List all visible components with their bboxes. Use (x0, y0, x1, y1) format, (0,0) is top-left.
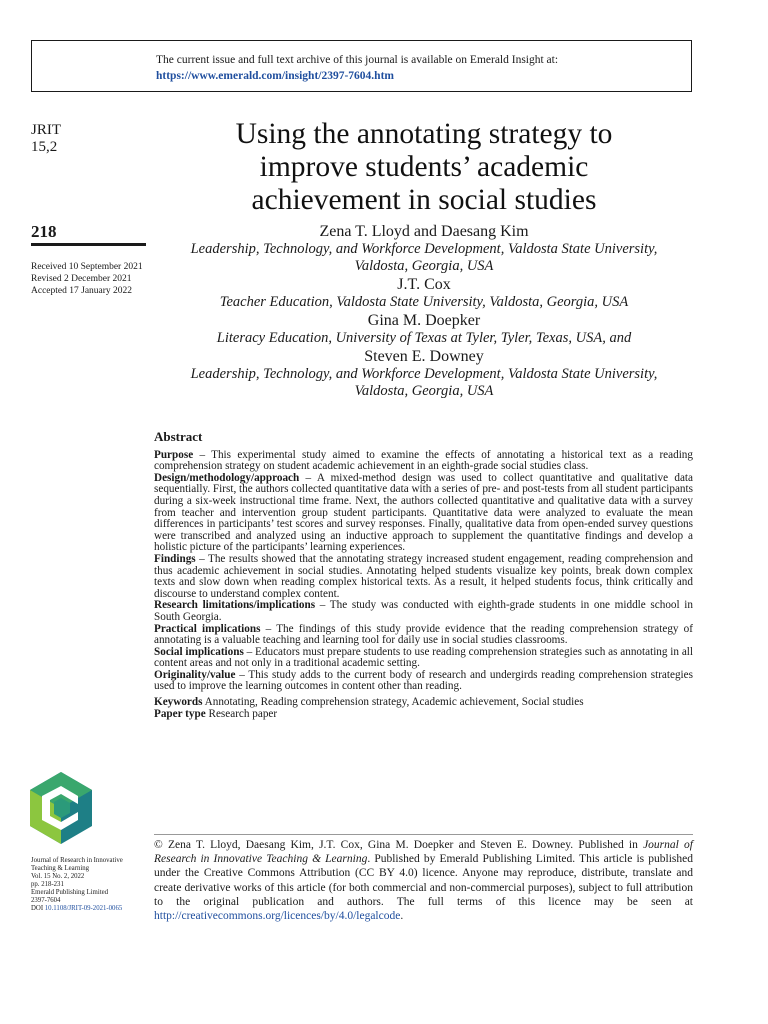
paper-type-text: Research paper (205, 707, 278, 720)
practical-label: Practical implications (154, 622, 261, 635)
title-line-3: achievement in social studies (251, 184, 597, 216)
journal-publisher: Emerald Publishing Limited (31, 889, 109, 896)
social-text: – Educators must prepare students to use reading comprehension strategies such as annotating in all content areas and not only in a traditional academic setting. (154, 645, 694, 670)
journal-doi (31, 905, 123, 913)
doi-link[interactable]: 10.1108/JRIT-09-2021-0065 (44, 905, 123, 912)
title-line-2: improve students’ academic (259, 151, 589, 183)
abstract-limitations (154, 600, 693, 623)
journal-pages: pp. 218-231 (31, 881, 64, 888)
author-affiliation: Leadership, Technology, and Workforce Development, Valdosta State University, (190, 366, 658, 382)
abstract-section (154, 431, 693, 720)
abstract-heading: Abstract (154, 429, 203, 444)
page-number-rule (31, 243, 146, 246)
findings-label: Findings (154, 552, 196, 565)
abstract-social (154, 647, 693, 670)
journal-abbrev (31, 122, 61, 156)
abstract-originality (154, 670, 693, 693)
abstract-design (154, 473, 693, 554)
page-number: 218 (31, 222, 57, 241)
abstract-purpose (154, 450, 693, 473)
license-link[interactable]: http://creativecommons.org/licences/by/4.0/legalcode (154, 910, 401, 923)
author-affiliation: Leadership, Technology, and Workforce Development, Valdosta State University, (190, 241, 658, 257)
journal-volume: 15,2 (31, 139, 58, 155)
abstract-findings (154, 554, 693, 600)
originality-text: – This study adds to the current body of research and undergirds reading comprehension strategies used to improve the learning outcomes in content other than reading. (154, 668, 693, 693)
article-title (155, 118, 693, 217)
copyright-notice (154, 838, 693, 923)
copyright-text-3: . (400, 910, 404, 923)
keywords-label: Keywords (154, 696, 203, 709)
author-affiliation: Teacher Education, Valdosta State University, Valdosta, Georgia, USA (219, 294, 629, 310)
author-name: Zena T. Lloyd and Daesang Kim (319, 223, 529, 240)
author-name: Gina M. Doepker (367, 312, 481, 329)
journal-access-box (31, 40, 692, 92)
article-dates (31, 261, 143, 297)
revised-date: Revised 2 December 2021 (31, 274, 132, 284)
paper-type-label: Paper type (154, 707, 206, 720)
purpose-label: Purpose (154, 448, 194, 461)
design-label: Design/methodology/approach (154, 471, 300, 484)
social-label: Social implications (154, 645, 244, 658)
journal-issn: 2397-7604 (31, 897, 61, 904)
copyright-text-2: . Published by Emerald Publishing Limited. This article is published under the Creative Commons Attribution (CC BY 4.0) licence. Anyone may reproduce, distribute, translate and create derivative works of this article (for both commercial and non-commercial purposes), subject to full attribution to the original publication and authors. The full terms of this licence may be seen at (154, 853, 693, 908)
journal-citation-info (31, 857, 123, 913)
author-list (155, 222, 693, 400)
author-affiliation: Valdosta, Georgia, USA (354, 258, 494, 274)
access-notice: The current issue and full text archive of this journal is available on Emerald Insight at: (156, 54, 559, 66)
received-date: Received 10 September 2021 (31, 262, 143, 272)
practical-text: – The findings of this study provide evidence that the reading comprehension strategy of annotating is a valuable teaching and learning tool for daily use in social studies classrooms. (154, 622, 693, 647)
keywords-text: Annotating, Reading comprehension strategy, Academic achievement, Social studies (202, 696, 584, 709)
journal-code: JRIT (31, 122, 61, 138)
title-line-1: Using the annotating strategy to (235, 118, 613, 150)
author-affiliation: Literacy Education, University of Texas at Tyler, Tyler, Texas, USA, and (216, 330, 632, 346)
findings-text: – The results showed that the annotating strategy increased student engagement, reading comprehension and thus academic achievement in social studies. Annotating helped students visualize key points, break down complex texts and slow down when reading complex historical texts. As a result, it helped students focus, think critically and discourse to understand complex content. (154, 552, 693, 600)
author-affiliation: Valdosta, Georgia, USA (354, 383, 494, 399)
abstract-practical (154, 624, 693, 647)
limitations-label: Research limitations/implications (154, 599, 316, 612)
journal-name-line-1: Journal of Research in Innovative (31, 857, 123, 864)
abstract-paper-type (154, 709, 693, 721)
doi-prefix: DOI (31, 905, 45, 912)
accepted-date: Accepted 17 January 2022 (31, 286, 133, 296)
design-text: – A mixed-method design was used to collect quantitative and qualitative data sequentially. First, the authors collected quantitative data with a series of pre- and post-tests from all student participants during a six-week instructional time frame. Next, the authors collected quantitative and qualitative data with a survey from teacher and intervention group student participants. Quantitative data were analyzed to evaluate the mean differences in participants’ test scores and survey responses. Finally, qualitative data from open-ended survey questions were transcribed and analyzed using an inductive approach to supplement the quantitative findings and develop a holistic picture of the participants’ learning experiences. (154, 471, 693, 554)
limitations-text: – The study was conducted with eighth-grade students in one middle school in South Georgia. (154, 599, 693, 623)
author-name: J.T. Cox (397, 276, 451, 293)
journal-name-line-2: Teaching & Learning (31, 865, 90, 872)
originality-label: Originality/value (154, 668, 236, 681)
journal-volume-issue: Vol. 15 No. 2, 2022 (31, 873, 85, 880)
journal-logo-icon (30, 772, 92, 844)
copyright-journal-title: Journal of Research in Innovative Teaching & Learning (154, 839, 693, 866)
copyright-text-1: © Zena T. Lloyd, Daesang Kim, J.T. Cox, Gina M. Doepker and Steven E. Downey. Published in (154, 839, 644, 851)
journal-url-link[interactable]: https://www.emerald.com/insight/2397-7604.htm (156, 70, 394, 82)
author-name: Steven E. Downey (364, 348, 484, 365)
purpose-text: – This experimental study aimed to examine the effects of annotating a historical text as a reading comprehension strategy on student academic achievement in an eighth-grade social studies class. (154, 448, 693, 473)
copyright-divider (154, 834, 693, 835)
